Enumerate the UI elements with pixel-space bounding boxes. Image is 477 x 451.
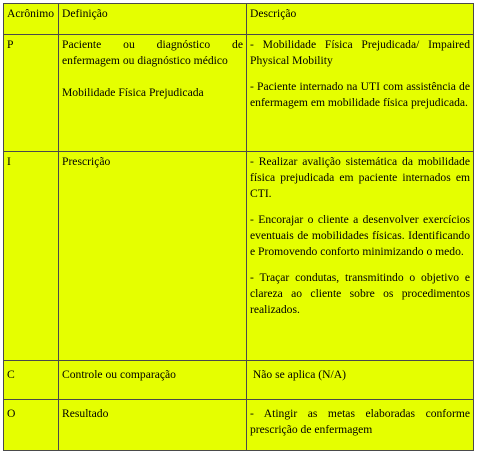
description-p-2: - Paciente internado na UTI com assistência de enfermagem em mobilidade física prejudicada.	[250, 80, 470, 109]
table-row-i	[4, 152, 474, 361]
description-i-2: - Encorajar o cliente a desenvolver exercícios eventuais de mobilidades físicas. Identificando e Promovendo conforto minimizando o medo.	[250, 213, 470, 258]
acronym-c: C	[7, 368, 15, 381]
definition-i: Prescrição	[62, 155, 111, 168]
description-cell	[247, 361, 474, 400]
description-cell	[247, 152, 474, 361]
description-i-3: - Traçar condutas, transmitindo o objetivo e clareza ao cliente sobre os procedimentos realizados.	[250, 271, 470, 316]
definition-cell	[59, 400, 247, 451]
table-row-p	[4, 35, 474, 152]
definition-p: Paciente ou diagnóstico de enfermagem ou diagnóstico médico	[62, 38, 243, 67]
header-definition	[59, 4, 247, 35]
description-cell	[247, 35, 474, 152]
header-acronym	[4, 4, 59, 35]
description-o-1: - Atingir as metas elaboradas conforme prescrição de enfermagem	[250, 407, 470, 436]
acronym-o: O	[7, 407, 16, 420]
pico-table	[3, 3, 474, 451]
table-row-c	[4, 361, 474, 400]
description-cell	[247, 400, 474, 451]
definition-cell	[59, 35, 247, 152]
definition-p-sub: Mobilidade Física Prejudicada	[62, 86, 204, 99]
table-row-o	[4, 400, 474, 451]
acronym-cell	[4, 152, 59, 361]
header-definition-label: Definição	[62, 7, 108, 20]
header-acronym-label: Acrônimo	[7, 7, 55, 20]
header-description-label: Descrição	[250, 7, 297, 20]
description-i-1: - Realizar avalição sistemática da mobilidade física prejudicada em paciente internados em CTI.	[250, 155, 470, 200]
acronym-cell	[4, 361, 59, 400]
description-c-1: Não se aplica (N/A)	[250, 368, 346, 381]
acronym-p: P	[7, 38, 14, 51]
definition-cell	[59, 361, 247, 400]
header-description	[247, 4, 474, 35]
description-p-1: - Mobilidade Física Prejudicada/ Impaired Physical Mobility	[250, 38, 470, 67]
definition-o: Resultado	[62, 407, 109, 420]
acronym-cell	[4, 400, 59, 451]
acronym-cell	[4, 35, 59, 152]
definition-cell	[59, 152, 247, 361]
definition-c: Controle ou comparação	[62, 368, 176, 381]
table-header-row	[4, 4, 474, 35]
acronym-i: I	[7, 155, 11, 168]
